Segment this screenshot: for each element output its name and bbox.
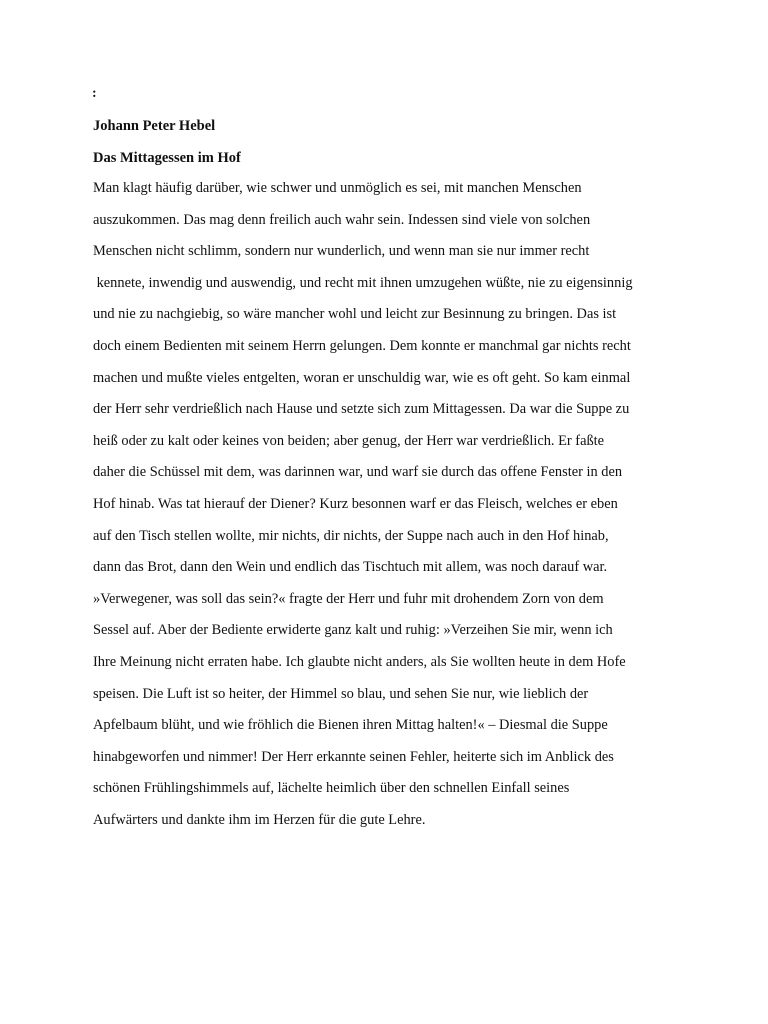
text-line: hinabgeworfen und nimmer! Der Herr erkannte seinen Fehler, heiterte sich im Anblick des xyxy=(93,748,614,765)
text-line: kennete, inwendig und auswendig, und recht mit ihnen umzugehen wüßte, nie zu eigensinnig xyxy=(93,274,633,291)
document-title: Das Mittagessen im Hof xyxy=(93,150,241,166)
text-line: Man klagt häufig darüber, wie schwer und unmöglich es sei, mit manchen Menschen xyxy=(93,180,582,196)
text-line: speisen. Die Luft ist so heiter, der Himmel so blau, und sehen Sie nur, wie lieblich der xyxy=(93,685,589,702)
text-line: schönen Frühlingshimmels auf, lächelte heimlich über den schnellen Einfall seines xyxy=(93,780,570,797)
text-line: auszukommen. Das mag denn freilich auch wahr sein. Indessen sind viele von solchen xyxy=(93,211,591,228)
text-line: machen und mußte vieles entgelten, woran er unschuldig war, wie es oft geht. So kam einmal xyxy=(93,369,631,386)
text-line: Ihre Meinung nicht erraten habe. Ich glaubte nicht anders, als Sie wollten heute in dem Hofe xyxy=(93,653,626,670)
body-paragraph xyxy=(93,177,693,840)
text-line: Menschen nicht schlimm, sondern nur wunderlich, und wenn man sie nur immer recht xyxy=(93,243,590,260)
text-line: und nie zu nachgiebig, so wäre mancher wohl und leicht zur Besinnung zu bringen. Das ist xyxy=(93,306,617,323)
text-line: daher die Schüssel mit dem, was darinnen war, und warf sie durch das offene Fenster in den xyxy=(93,464,623,481)
text-line: Aufwärters und dankte ihm im Herzen für die gute Lehre. xyxy=(93,811,426,828)
text-line: Apfelbaum blüht, und wie fröhlich die Bienen ihren Mittag halten!« – Diesmal die Suppe xyxy=(93,717,608,734)
text-line: »Verwegener, was soll das sein?« fragte der Herr und fuhr mit drohendem Zorn von dem xyxy=(93,590,604,607)
text-line: der Herr sehr verdrießlich nach Hause und setzte sich zum Mittagessen. Da war die Suppe zu xyxy=(93,401,630,418)
text-line: dann das Brot, dann den Wein und endlich das Tischtuch mit allem, was noch darauf war. xyxy=(93,559,608,576)
text-line: doch einem Bedienten mit seinem Herrn gelungen. Dem konnte er manchmal gar nichts recht xyxy=(93,337,631,354)
author-name: Johann Peter Hebel xyxy=(93,118,216,134)
text-line: auf den Tisch stellen wollte, mir nichts, dir nichts, der Suppe nach auch in den Hof hinab, xyxy=(93,527,609,544)
text-line: Hof hinab. Was tat hierauf der Diener? Kurz besonnen warf er das Fleisch, welches er eben xyxy=(93,495,618,512)
colon-marker: : xyxy=(92,86,97,101)
text-line: Sessel auf. Aber der Bediente erwiderte ganz kalt und ruhig: »Verzeihen Sie mir, wenn ich xyxy=(93,622,613,639)
text-line: heiß oder zu kalt oder keines von beiden; aber genug, der Herr war verdrießlich. Er faßte xyxy=(93,432,605,449)
